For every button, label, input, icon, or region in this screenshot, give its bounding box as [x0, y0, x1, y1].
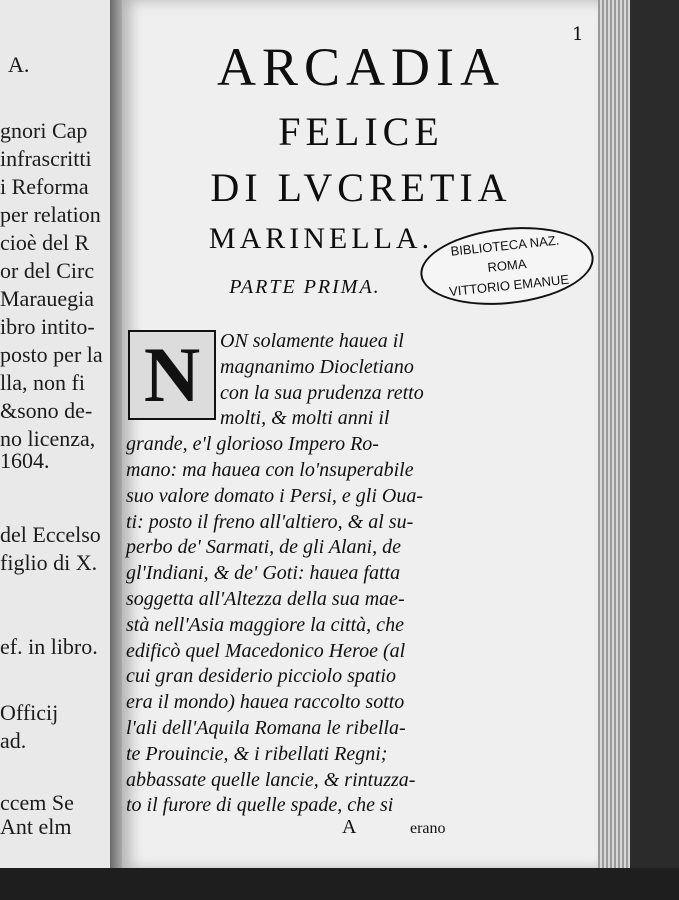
left-page-line: ccem Se — [0, 790, 74, 815]
left-page-line: ad. — [0, 728, 27, 753]
decorated-initial: N — [128, 330, 216, 420]
body-line: magnanimo Diocletiano — [220, 355, 414, 378]
body-line: soggetta all'Altezza della sua mae- — [126, 588, 405, 610]
title-author: DI LVCRETIA — [210, 165, 512, 210]
page-number: 1 — [572, 24, 584, 45]
body-line: perbo de' Sarmati, de gli Alani, de — [126, 536, 401, 559]
left-page-line: no licenza, — [0, 426, 96, 451]
left-page-line: ef. in libro. — [0, 634, 98, 659]
left-page-line: lla, non fi — [0, 370, 85, 395]
left-page-line: Marauegia — [0, 286, 95, 311]
body-line: era il mondo) hauea raccolto sotto — [126, 691, 405, 714]
left-page-line: infrascritti — [0, 146, 92, 171]
left-page-line: per relation — [0, 202, 101, 227]
body-line: con la sua prudenza retto — [220, 381, 424, 404]
body-line: gl'Indiani, & de' Goti: hauea fatta — [126, 562, 401, 585]
left-page-line: i Reforma — [0, 174, 89, 199]
left-page-line: A. — [8, 52, 30, 77]
page-edges — [598, 0, 630, 872]
left-page-line: Ant elm — [0, 814, 72, 839]
part-heading: PARTE PRIMA. — [229, 276, 381, 298]
left-page-line: del Eccelso — [0, 522, 101, 547]
body-line: molti, & molti anni il — [220, 407, 390, 430]
stamp-line-3: VITTORIO EMANUE — [448, 271, 570, 300]
stamp-line-2: ROMA — [486, 256, 528, 275]
left-page — [0, 0, 114, 890]
body-line: ti: posto il freno all'altiero, & al su- — [126, 510, 414, 533]
title-author-surname: MARINELLA. — [208, 222, 434, 255]
body-line: cui gran desiderio picciolo spatio — [126, 665, 396, 688]
body-line: ON solamente hauea il — [220, 330, 404, 352]
title-felice: FELICE — [278, 109, 444, 154]
left-page-line: gnori Cap — [0, 118, 88, 143]
body-line: stà nell'Asia maggiore la città, che — [126, 613, 404, 636]
right-page — [122, 0, 600, 870]
left-page-line: ibro intito- — [0, 314, 95, 339]
body-line: edificò quel Macedonico Heroe (al — [126, 639, 406, 662]
body-line: to il furore di quelle spade, che si — [126, 794, 394, 817]
body-line: te Prouincie, & i ribellati Regni; — [126, 742, 388, 765]
stamp-line-1: BIBLIOTECA NAZ. — [449, 232, 560, 259]
bottom-shadow — [0, 868, 679, 900]
left-page-line: or del Circ — [0, 258, 95, 283]
signature-mark: A — [342, 816, 357, 838]
left-page-line: figlio di X. — [0, 550, 98, 575]
catchword: erano — [410, 820, 446, 837]
title-arcadia: ARCADIA — [216, 37, 505, 97]
left-page-line: Officij — [0, 700, 59, 725]
left-page-line: 1604. — [0, 448, 50, 473]
body-line: abbassate quelle lancie, & rintuzza- — [126, 768, 416, 791]
body-line: mano: ma hauea con lo'nsuperabile — [126, 459, 414, 481]
body-line: l'ali dell'Aquila Romana le ribella- — [126, 717, 406, 739]
body-line: suo valore domato i Persi, e gli Oua- — [126, 484, 424, 507]
left-page-line: cioè del R — [0, 230, 90, 255]
left-page-line: &sono de- — [0, 398, 93, 423]
body-line: grande, e'l glorioso Impero Ro- — [126, 433, 379, 456]
left-page-line: posto per la — [0, 342, 103, 367]
